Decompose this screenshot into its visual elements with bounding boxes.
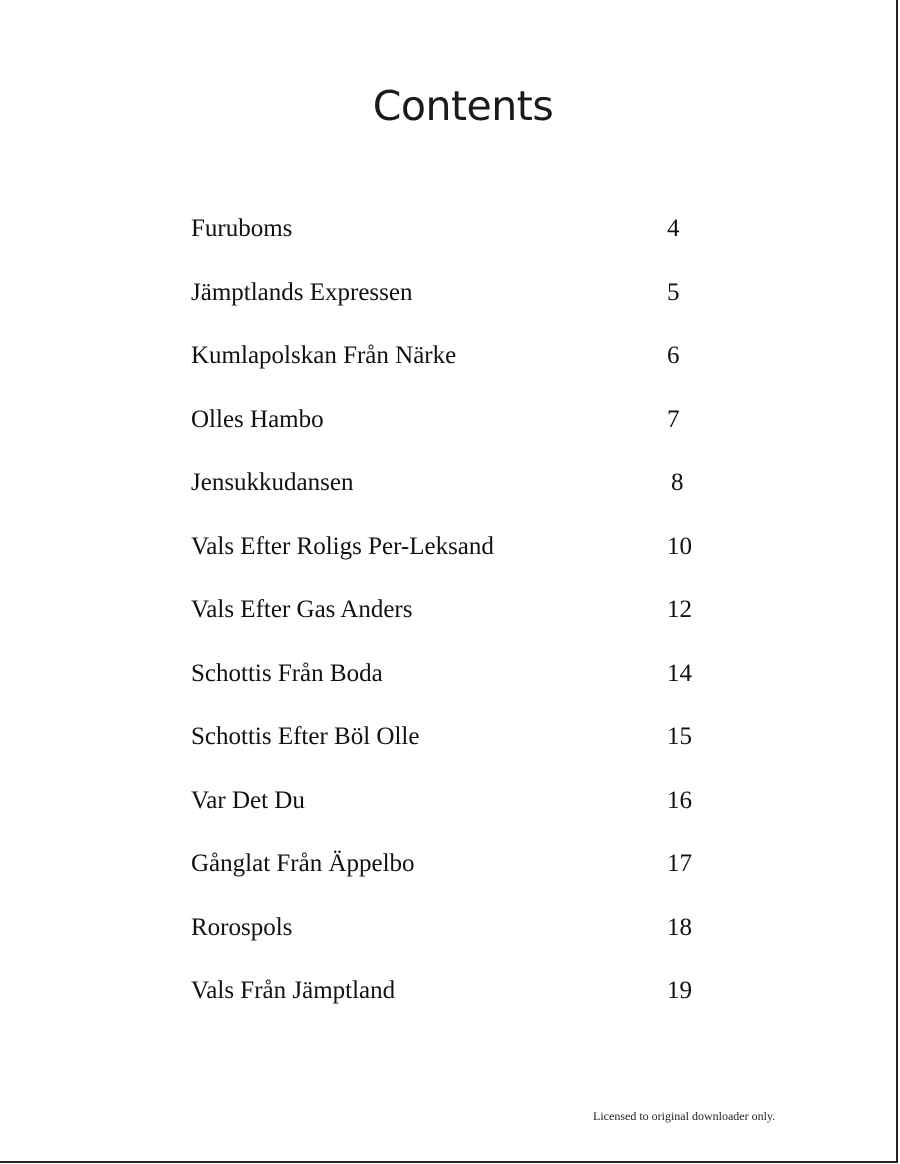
- toc-entry-page: 18: [667, 913, 692, 941]
- table-of-contents: [191, 207, 711, 1033]
- toc-entry: [191, 525, 711, 589]
- toc-entry: [191, 969, 711, 1033]
- toc-entry-title: Schottis Efter Böl Olle: [191, 723, 420, 750]
- page-title: Contents: [372, 82, 554, 130]
- toc-entry-title: Vals Efter Gas Anders: [191, 596, 413, 623]
- toc-entry-title: Furuboms: [191, 215, 293, 242]
- toc-entry-title: Gånglat Från Äppelbo: [191, 850, 415, 877]
- toc-entry: [191, 271, 711, 335]
- toc-entry-page: 17: [667, 850, 692, 877]
- toc-entry: [191, 334, 711, 398]
- toc-entry: [191, 652, 711, 716]
- toc-entry-page: 12: [667, 596, 692, 623]
- toc-entry: [191, 207, 711, 271]
- toc-entry-page: 8: [671, 469, 684, 496]
- toc-entry-page: 14: [667, 659, 692, 687]
- toc-entry-page: 5: [667, 278, 680, 306]
- toc-entry-page: 19: [667, 977, 692, 1004]
- toc-entry-title: Kumlapolskan Från Närke: [191, 342, 457, 369]
- toc-entry-page: 16: [667, 786, 692, 814]
- toc-entry-page: 10: [667, 532, 692, 560]
- toc-entry-page: 7: [667, 405, 680, 433]
- toc-entry-title: Vals Efter Roligs Per-Leksand: [191, 532, 494, 560]
- toc-entry-title: Olles Hambo: [191, 405, 324, 433]
- toc-entry-title: Vals Från Jämptland: [191, 977, 396, 1004]
- toc-entry: [191, 906, 711, 970]
- toc-entry-title: Jämptlands Expressen: [191, 278, 413, 306]
- toc-entry: [191, 715, 711, 779]
- license-notice: Licensed to original downloader only.: [593, 1109, 776, 1123]
- toc-entry-page: 15: [667, 723, 692, 750]
- toc-entry: [191, 398, 711, 462]
- toc-entry: [191, 461, 711, 525]
- toc-entry-title: Rorospols: [191, 913, 293, 941]
- toc-entry-page: 6: [667, 342, 680, 369]
- toc-entry: [191, 779, 711, 843]
- toc-entry-title: Var Det Du: [191, 786, 305, 814]
- toc-entry-title: Schottis Från Boda: [191, 659, 383, 687]
- toc-entry: [191, 842, 711, 906]
- toc-entry-title: Jensukkudansen: [191, 469, 354, 496]
- toc-entry: [191, 588, 711, 652]
- toc-entry-page: 4: [667, 215, 680, 242]
